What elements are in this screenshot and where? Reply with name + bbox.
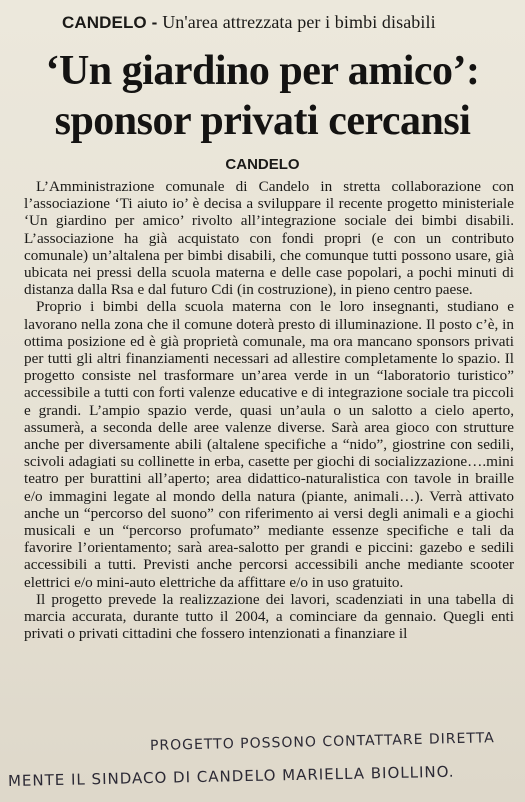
paragraph-3: Il progetto prevede la realizzazione dei lavori, scadenziati in una tabella di marcia accurata, durante tutto il 2004, a cominciare da gennaio. Quegli enti privati o privati cittadini che fossero intenzionati a finanziare il [24,590,514,643]
paragraph-2: Proprio i bimbi della scuola materna con le loro insegnanti, studiano e lavorano nella zona che il comune doterà presto di illuminazione. Il posto c’è, in ottima posizione ed è già proprietà comunale, ma ora mancano sponsors privati per tutti gli altri finanziamenti necessari ad allestire completamente lo spazio. Il progetto consiste nel trasformare un’area verde in un “laboratorio turistico” accessibile a tutti con forti valenze educative e di integrazione sociale tra piccoli e grandi. L’ampio spazio verde, quasi un’aula o un salotto a cielo aperto, assumerà, a seconda delle aree valenze diverse. Sarà area gioco con strutture anche per diversamente abili (altalene specifiche a “nido”, giostrine con sedili, scivoli adagiati su collinette in erba, casette per giochi di socializzazione….mini teatro per burattini all’aperto; area didattico-naturalistica con tavole in braille e/o immagini legate al mondo della natura (piante, animali…). Verrà attivato anche un “percorso del suono” con riferimento ai versi degli animali e a giochi musicali e un “percorso profumato” mediante essenze specifiche e tali da favorire l’orientamento; sarà area-salotto per grandi e piccini: gazebo e sedili accessibili a tutti. Previsti anche percorsi accessibili anche mediante scooter elettrici e/o mini-auto elettriche da affittare e/o in uso gratuito. [24,298,514,591]
article-body [24,178,514,642]
paragraph-1: L’Amministrazione comunale di Candelo in stretta collaborazione con l’associazione ‘Ti aiuto io’ è decisa a sviluppare il recente progetto ministeriale ‘Un giardino per amico’ rivolto all’integrazione sociale dei bimbi disabili. L’associazione ha già acquistato con fondi propri (e con un contributo comunale) un’altalena per bimbi disabili, che comunque tutti possono usare, già ubicata nei pressi della scuola materna e delle case popolari, a pochi minuti di distanza dalla Rsa e dal futuro Cdi (in costruzione), in pieno centro paese. [24,178,514,299]
topic-kicker: CANDELO [62,13,147,32]
headline [0,46,525,146]
topic-separator: - [151,13,158,32]
topic-line [62,12,436,33]
headline-line-2: sponsor privati cercansi [54,98,471,144]
topic-subtitle: Un'area attrezzata per i bimbi disabili [162,12,436,32]
handwritten-note-line-2: MENTE IL SINDACO DI CANDELO MARIELLA BIOLLINO. [7,762,455,790]
headline-line-1: ‘Un giardino per amico’: [45,48,480,94]
dateline: CANDELO [225,156,300,173]
handwritten-note-line-1: PROGETTO POSSONO CONTATTARE DIRETTA [149,730,495,754]
